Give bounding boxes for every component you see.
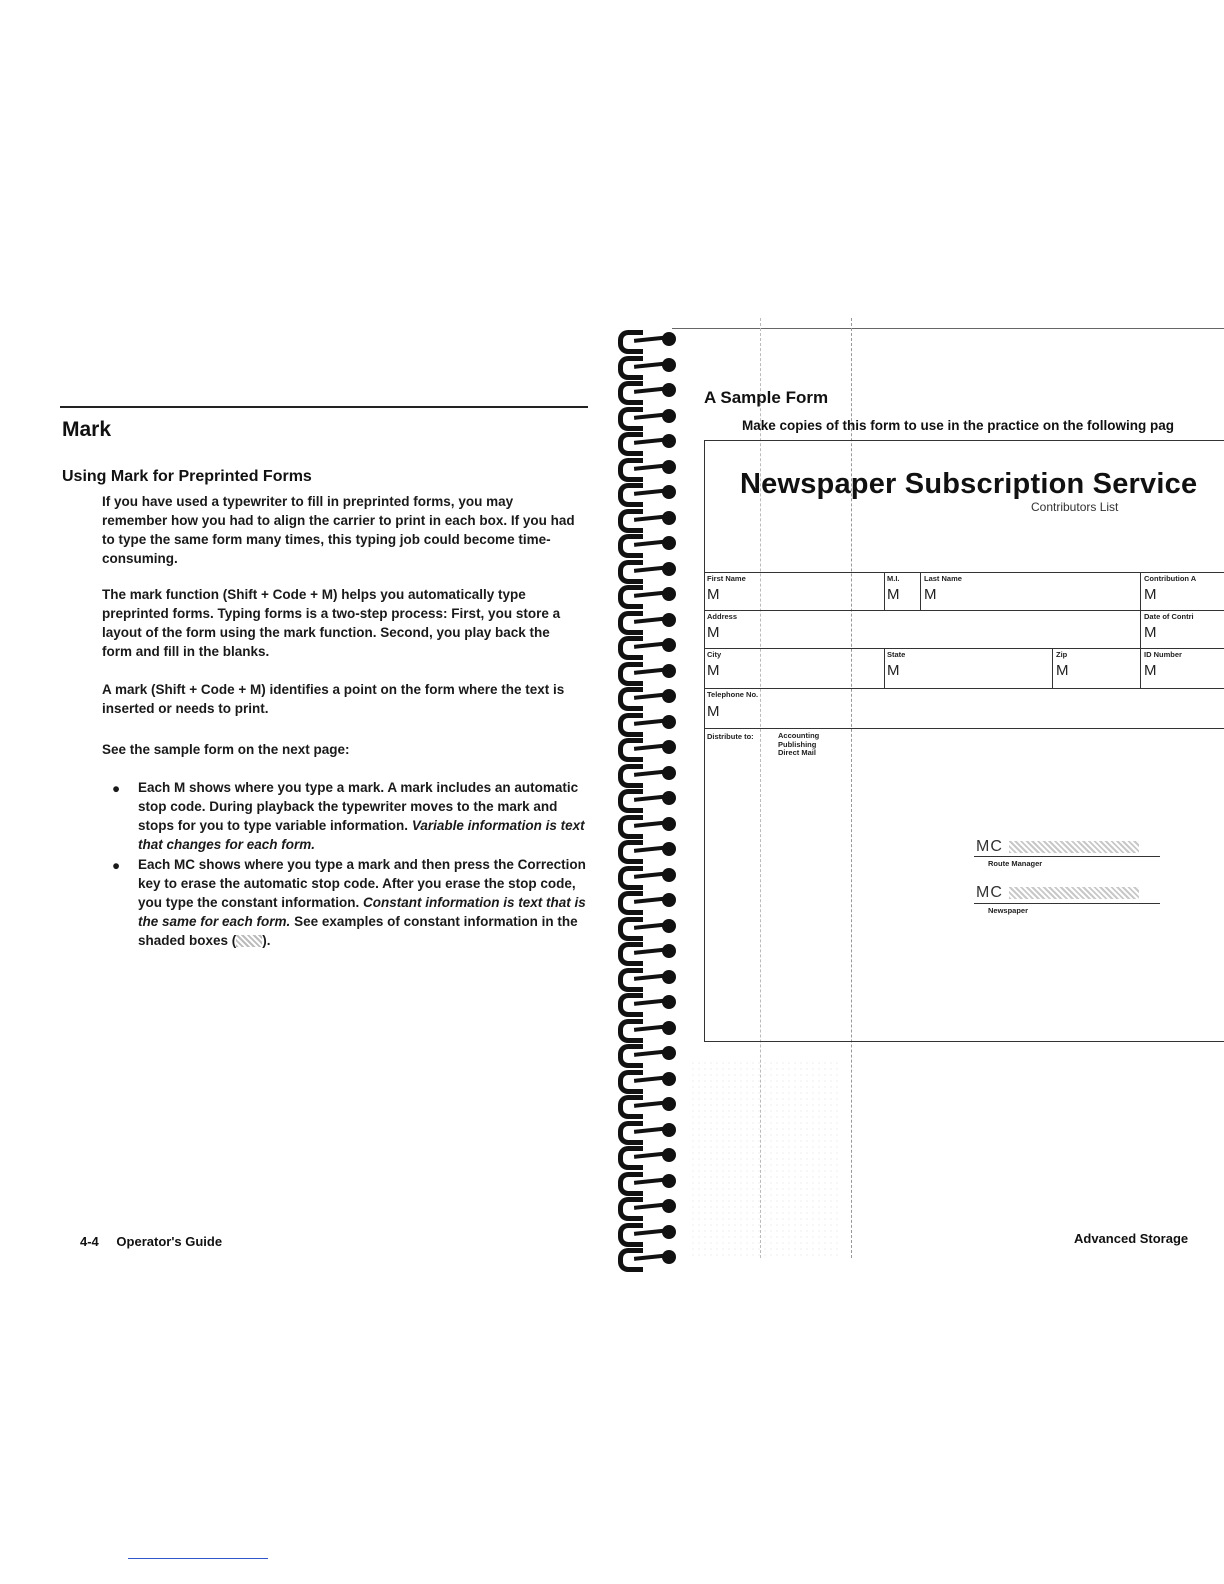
label-first-name: First Name xyxy=(707,574,746,583)
form-col-divider xyxy=(1140,572,1141,688)
spiral-binding xyxy=(612,322,688,1258)
spiral-ring xyxy=(612,1170,682,1192)
form-row-divider xyxy=(704,572,1224,573)
page-top-edge xyxy=(672,328,1224,329)
footer-left xyxy=(80,1234,222,1249)
field-mi[interactable]: M xyxy=(887,586,900,603)
page-number: 4-4 xyxy=(80,1234,99,1249)
spiral-ring xyxy=(612,762,682,784)
paragraph-intro: If you have used a typewriter to fill in preprinted forms, you may remember how you had to align the carrier to print in each box. If you had to type the same form many times, this typing job could become time-consuming. xyxy=(102,494,575,566)
spiral-ring xyxy=(612,966,682,988)
spiral-ring xyxy=(612,813,682,835)
form-col-divider xyxy=(920,572,921,610)
section-title: Mark xyxy=(62,418,112,441)
field-underline xyxy=(974,903,1160,904)
spiral-ring xyxy=(612,1042,682,1064)
spiral-ring xyxy=(612,1093,682,1115)
paragraph-mark-function: The mark function (Shift + Code + M) helps you automatically type preprinted forms. Typing forms is a two-step process: First, you store a layout of the form using the mark function. Second, you play back the form and fill in the blanks. xyxy=(102,587,561,659)
form-row-divider xyxy=(704,648,1224,649)
field-telephone[interactable]: M xyxy=(707,703,720,720)
distribute-options xyxy=(778,732,819,758)
footer-title: Operator's Guide xyxy=(116,1234,223,1249)
spiral-ring xyxy=(612,532,682,554)
paragraph-see-sample: See the sample form on the next page: xyxy=(102,742,350,757)
spiral-ring xyxy=(612,1119,682,1141)
spiral-ring xyxy=(612,864,682,886)
spiral-ring xyxy=(612,1144,682,1166)
spiral-ring xyxy=(612,558,682,580)
spiral-ring xyxy=(612,787,682,809)
label-id-number: ID Number xyxy=(1144,650,1182,659)
label-date: Date of Contri xyxy=(1144,612,1194,621)
form-row-divider xyxy=(704,728,1224,729)
shaded-box-sample xyxy=(236,935,262,947)
field-city[interactable]: M xyxy=(707,662,720,679)
bullet-list xyxy=(112,778,592,951)
form-col-divider xyxy=(1052,648,1053,688)
label-zip: Zip xyxy=(1056,650,1068,659)
form-title: Newspaper Subscription Service xyxy=(740,468,1198,500)
sample-form-intro: Make copies of this form to use in the practice on the following pag xyxy=(742,418,1175,433)
spiral-ring xyxy=(612,430,682,452)
bullet-icon: ● xyxy=(112,858,121,873)
shaded-constant-box xyxy=(1009,887,1139,899)
spiral-ring xyxy=(612,634,682,656)
spiral-ring xyxy=(612,991,682,1013)
field-route-manager[interactable]: MC xyxy=(976,838,1139,856)
label-contribution: Contribution A xyxy=(1144,574,1197,583)
spiral-ring xyxy=(612,405,682,427)
paper-speckle xyxy=(690,1060,840,1260)
label-address: Address xyxy=(707,612,738,621)
bottom-underline xyxy=(128,1558,268,1559)
spiral-ring xyxy=(612,456,682,478)
spiral-ring xyxy=(612,1246,682,1268)
distribute-option[interactable]: Publishing xyxy=(778,739,817,749)
spiral-ring xyxy=(612,915,682,937)
bullet-item-mc: ● Each MC shows where you type a mark and then press the Correction key to erase the automatic stop code. After you erase the stop code, you type the constant information. Constant information is text that is the same for each form. See examples of constant information in the shaded boxes ( ). xyxy=(112,857,586,948)
sample-form-heading: A Sample Form xyxy=(704,388,829,407)
spiral-ring xyxy=(612,889,682,911)
spiral-ring xyxy=(612,685,682,707)
spiral-ring xyxy=(612,736,682,758)
field-date[interactable]: M xyxy=(1144,624,1157,641)
bullet-icon: ● xyxy=(112,781,121,796)
spiral-ring xyxy=(612,481,682,503)
spiral-ring xyxy=(612,660,682,682)
spiral-ring xyxy=(612,507,682,529)
spiral-ring xyxy=(612,1068,682,1090)
spiral-ring xyxy=(612,379,682,401)
shaded-constant-box xyxy=(1009,841,1139,853)
bullet-item-m: ● Each M shows where you type a mark. A mark includes an automatic stop code. During playback the typewriter moves to the mark and stops for you to type variable information. Variable information is text that changes for each form. xyxy=(112,780,585,852)
field-state[interactable]: M xyxy=(887,662,900,679)
field-zip[interactable]: M xyxy=(1056,662,1069,679)
field-last-name[interactable]: M xyxy=(924,586,937,603)
distribute-option[interactable]: Direct Mail xyxy=(778,748,816,757)
spiral-ring xyxy=(612,583,682,605)
field-newspaper[interactable]: MC xyxy=(976,884,1139,902)
form-row-divider xyxy=(704,688,1224,689)
spiral-ring xyxy=(612,354,682,376)
field-id-number[interactable]: M xyxy=(1144,662,1157,679)
spiral-ring xyxy=(612,1221,682,1243)
label-mi: M.I. xyxy=(887,574,900,583)
field-first-name[interactable]: M xyxy=(707,586,720,603)
subheading: Using Mark for Preprinted Forms xyxy=(62,468,312,485)
form-row-divider xyxy=(704,610,1224,611)
label-last-name: Last Name xyxy=(924,574,962,583)
label-telephone: Telephone No. xyxy=(707,690,759,699)
spiral-ring xyxy=(612,711,682,733)
label-state: State xyxy=(887,650,906,659)
field-contribution[interactable]: M xyxy=(1144,586,1157,603)
spiral-ring xyxy=(612,1195,682,1217)
field-address[interactable]: M xyxy=(707,624,720,641)
spiral-ring xyxy=(612,328,682,350)
form-col-divider xyxy=(884,572,885,610)
spiral-ring xyxy=(612,838,682,860)
label-route-manager: Route Manager xyxy=(988,859,1043,868)
footer-right-title: Advanced Storage xyxy=(1074,1231,1189,1246)
spiral-ring xyxy=(612,940,682,962)
section-rule xyxy=(60,406,588,408)
label-city: City xyxy=(707,650,722,659)
form-subtitle: Contributors List xyxy=(1031,500,1119,514)
paragraph-mark-definition: A mark (Shift + Code + M) identifies a point on the form where the text is inserted or needs to print. xyxy=(102,682,565,716)
form-col-divider xyxy=(884,648,885,688)
spiral-ring xyxy=(612,609,682,631)
spiral-ring xyxy=(612,1017,682,1039)
label-distribute: Distribute to: xyxy=(707,732,754,741)
field-underline xyxy=(974,856,1160,857)
label-newspaper: Newspaper xyxy=(988,906,1029,915)
distribute-option[interactable]: Accounting xyxy=(778,731,820,740)
